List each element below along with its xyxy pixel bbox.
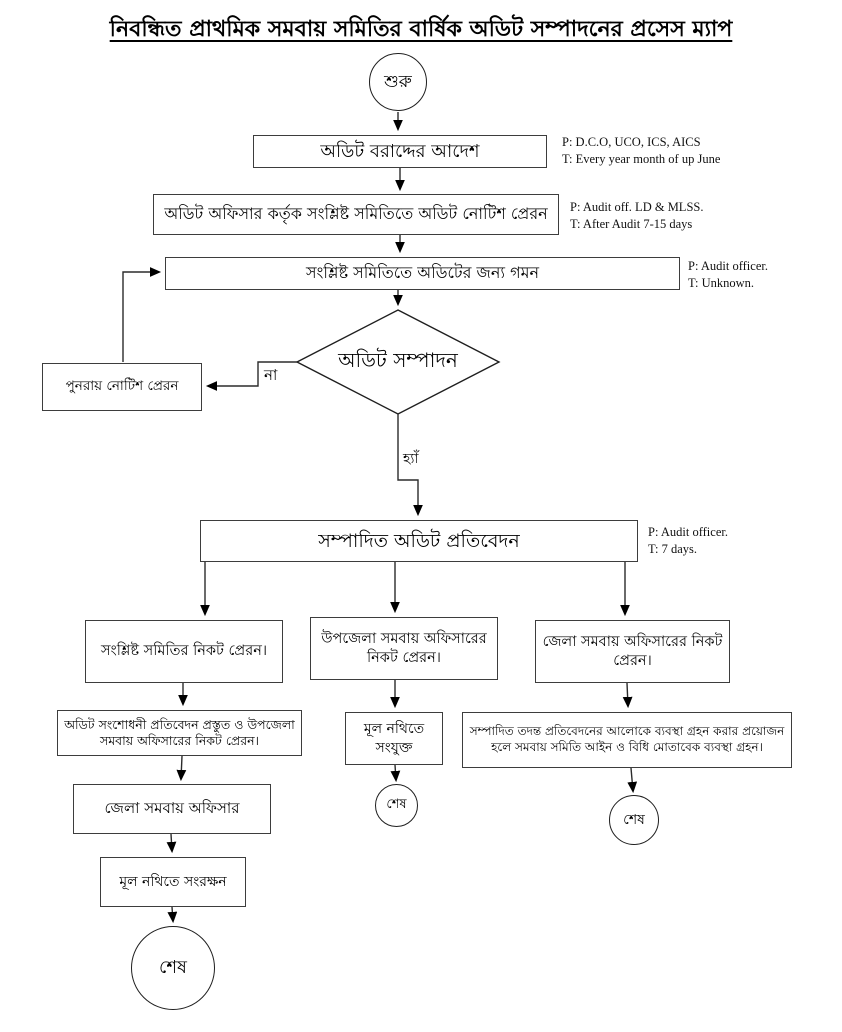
node-send-to-society: সংশ্লিষ্ট সমিতির নিকট প্রেরন। (85, 620, 283, 683)
annotation-box1 (562, 134, 720, 167)
node-decision-audit-performed: অডিট সম্পাদন (338, 347, 458, 372)
node-attach-main-file: মূল নথিতে সংযুক্ত (345, 712, 443, 765)
node-visit-society: সংশ্লিষ্ট সমিতিতে অডিটের জন্য গমন (165, 257, 680, 290)
node-action-per-law: সম্পাদিত তদন্ত প্রতিবেদনের আলোকে ব্যবস্থা গ্রহন করার প্রয়োজন হলে সমবায় সমিতি আইন ও বিধি মোতাবেক ব্যবস্থা গ্রহন। (462, 712, 792, 768)
edge-left3-to-left4 (171, 834, 172, 851)
edge-label-yes: হ্যাঁ (401, 447, 420, 471)
node-end-right: শেষ (609, 795, 659, 845)
edge-decision-no (208, 362, 297, 386)
edge-mid2-to-end (395, 765, 396, 780)
node-audit-notice-send: অডিট অফিসার কর্তৃক সংশ্লিষ্ট সমিতিতে অডিট নোটিশ প্রেরন (153, 194, 559, 235)
edge-left4-to-end (172, 907, 173, 921)
edge-label-no: না (262, 364, 279, 389)
annotation-box2 (570, 199, 703, 232)
node-district-cooperative-officer: জেলা সমবায় অফিসার (73, 784, 271, 834)
node-preserve-main-file: মূল নথিতে সংরক্ষন (100, 857, 246, 907)
annotation-box3 (688, 258, 768, 291)
node-audit-allocation-order: অডিট বরাদ্দের আদেশ (253, 135, 547, 168)
annotation-box1-p: P: D.C.O, UCO, ICS, AICS (562, 135, 701, 149)
node-resend-notice: পুনরায় নোটিশ প্রেরন (42, 363, 202, 411)
node-end-left: শেষ (131, 926, 215, 1010)
node-send-to-district-officer: জেলা সমবায় অফিসারের নিকট প্রেরন। (535, 620, 730, 683)
node-start: শুরু (369, 53, 427, 111)
annotation-box1-t: T: Every year month of up June (562, 151, 721, 166)
annotation-box2-p: P: Audit off. LD & MLSS. (570, 200, 704, 214)
node-completed-audit-report: সম্পাদিত অডিট প্রতিবেদন (200, 520, 638, 562)
node-correction-report: অডিট সংশোধনী প্রতিবেদন প্রস্তুত ও উপজেলা সমবায় অফিসারের নিকট প্রেরন। (57, 710, 302, 756)
annotation-report-p: P: Audit officer. (648, 525, 728, 539)
page-title: নিবন্ধিত প্রাথমিক সমবায় সমিতির বার্ষিক অডিট সম্পাদনের প্রসেস ম্যাপ (109, 17, 733, 42)
node-send-to-upazila-officer: উপজেলা সমবায় অফিসারের নিকট প্রেরন। (310, 617, 498, 680)
edge-right2-to-end (631, 768, 633, 791)
edge-right1-to-right2 (627, 683, 628, 706)
edge-resend-feedback (123, 272, 159, 362)
node-end-mid: শেষ (375, 784, 418, 827)
annotation-box3-t: T: Unknown. (688, 275, 755, 290)
annotation-report-t: T: 7 days. (648, 541, 698, 556)
annotation-box3-p: P: Audit officer. (688, 259, 768, 273)
annotation-report (648, 524, 728, 557)
edge-left2-to-left3 (181, 756, 182, 779)
annotation-box2-t: T: After Audit 7-15 days (570, 216, 693, 231)
